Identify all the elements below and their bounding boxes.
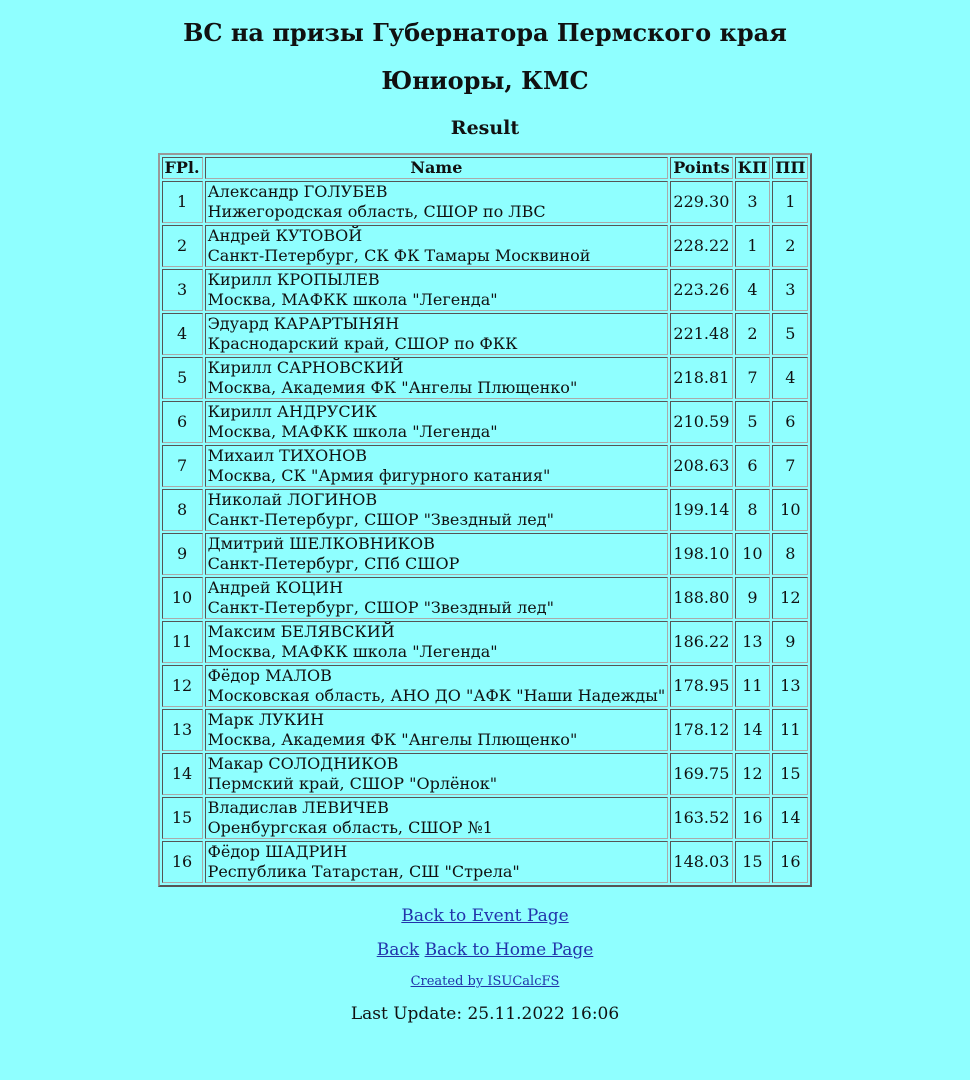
skater-name: Андрей КУТОВОЙ — [207, 226, 363, 245]
cell-kp: 11 — [735, 665, 771, 707]
cell-kp: 8 — [735, 489, 771, 531]
cell-pp: 7 — [772, 445, 808, 487]
cell-pp: 2 — [772, 225, 808, 267]
cell-name — [205, 621, 669, 663]
cell-points: 188.80 — [670, 577, 732, 619]
table-row — [162, 841, 809, 883]
cell-name — [205, 753, 669, 795]
cell-kp: 7 — [735, 357, 771, 399]
table-row — [162, 665, 809, 707]
cell-kp: 6 — [735, 445, 771, 487]
cell-fpl: 3 — [162, 269, 203, 311]
table-row — [162, 445, 809, 487]
cell-kp: 12 — [735, 753, 771, 795]
back-link[interactable]: Back — [376, 940, 420, 960]
table-row — [162, 533, 809, 575]
cell-kp: 5 — [735, 401, 771, 443]
cell-fpl: 10 — [162, 577, 203, 619]
skater-name: Александр ГОЛУБЕВ — [207, 182, 388, 201]
cell-pp: 1 — [772, 181, 808, 223]
last-update: Last Update: 25.11.2022 16:06 — [350, 1004, 620, 1024]
cell-pp: 8 — [772, 533, 808, 575]
skater-name: Дмитрий ШЕЛКОВНИКОВ — [207, 534, 435, 553]
table-row — [162, 489, 809, 531]
skater-club: Москва, Академия ФК "Ангелы Плющенко" — [207, 378, 578, 397]
skater-name: Фёдор МАЛОВ — [207, 666, 332, 685]
cell-name — [205, 269, 669, 311]
table-row — [162, 621, 809, 663]
table-row — [162, 709, 809, 751]
cell-name — [205, 797, 669, 839]
skater-club: Пермский край, СШОР "Орлёнок" — [207, 774, 498, 793]
header-kp: КП — [735, 157, 771, 179]
cell-fpl: 11 — [162, 621, 203, 663]
cell-points: 169.75 — [670, 753, 732, 795]
cell-pp: 12 — [772, 577, 808, 619]
back-to-home-link[interactable]: Back to Home Page — [424, 940, 594, 960]
cell-pp: 14 — [772, 797, 808, 839]
cell-name — [205, 225, 669, 267]
cell-fpl: 8 — [162, 489, 203, 531]
cell-pp: 4 — [772, 357, 808, 399]
cell-points: 198.10 — [670, 533, 732, 575]
cell-name — [205, 841, 669, 883]
cell-fpl: 13 — [162, 709, 203, 751]
cell-kp: 3 — [735, 181, 771, 223]
cell-points: 199.14 — [670, 489, 732, 531]
cell-name — [205, 577, 669, 619]
cell-kp: 16 — [735, 797, 771, 839]
back-to-event-link[interactable]: Back to Event Page — [401, 906, 569, 926]
event-link-row — [0, 905, 970, 927]
cell-fpl: 2 — [162, 225, 203, 267]
cell-fpl: 15 — [162, 797, 203, 839]
skater-club: Санкт-Петербург, СК ФК Тамары Москвиной — [207, 246, 591, 265]
section-title: Result — [450, 117, 520, 139]
skater-name: Кирилл САРНОВСКИЙ — [207, 358, 404, 377]
category-title: Юниоры, КМС — [381, 66, 589, 95]
cell-points: 148.03 — [670, 841, 732, 883]
cell-points: 228.22 — [670, 225, 732, 267]
skater-club: Санкт-Петербург, СШОР "Звездный лед" — [207, 510, 554, 529]
cell-points: 178.95 — [670, 665, 732, 707]
skater-club: Санкт-Петербург, СПб СШОР — [207, 554, 460, 573]
skater-club: Нижегородская область, СШОР по ЛВС — [207, 202, 546, 221]
cell-name — [205, 181, 669, 223]
cell-name — [205, 445, 669, 487]
skater-name: Николай ЛОГИНОВ — [207, 490, 378, 509]
skater-club: Оренбургская область, СШОР №1 — [207, 818, 493, 837]
cell-pp: 16 — [772, 841, 808, 883]
cell-pp: 13 — [772, 665, 808, 707]
cell-pp: 15 — [772, 753, 808, 795]
cell-pp: 3 — [772, 269, 808, 311]
skater-club: Республика Татарстан, СШ "Стрела" — [207, 862, 520, 881]
cell-points: 186.22 — [670, 621, 732, 663]
header-points: Points — [670, 157, 732, 179]
cell-fpl: 5 — [162, 357, 203, 399]
home-link-row — [0, 939, 970, 961]
skater-club: Москва, МАФКК школа "Легенда" — [207, 642, 498, 661]
skater-name: Фёдор ШАДРИН — [207, 842, 348, 861]
cell-points: 223.26 — [670, 269, 732, 311]
cell-points: 218.81 — [670, 357, 732, 399]
created-by-row — [0, 973, 970, 991]
cell-name — [205, 533, 669, 575]
skater-name: Марк ЛУКИН — [207, 710, 325, 729]
cell-points: 163.52 — [670, 797, 732, 839]
cell-kp: 15 — [735, 841, 771, 883]
cell-pp: 9 — [772, 621, 808, 663]
cell-fpl: 1 — [162, 181, 203, 223]
cell-pp: 11 — [772, 709, 808, 751]
skater-club: Краснодарский край, СШОР по ФКК — [207, 334, 518, 353]
header-fpl: FPl. — [162, 157, 203, 179]
skater-club: Санкт-Петербург, СШОР "Звездный лед" — [207, 598, 554, 617]
cell-fpl: 4 — [162, 313, 203, 355]
skater-name: Эдуард КАРАРТЫНЯН — [207, 314, 400, 333]
cell-kp: 10 — [735, 533, 771, 575]
cell-points: 221.48 — [670, 313, 732, 355]
table-row — [162, 401, 809, 443]
cell-pp: 5 — [772, 313, 808, 355]
skater-name: Владислав ЛЕВИЧЕВ — [207, 798, 389, 817]
table-row — [162, 225, 809, 267]
skater-name: Михаил ТИХОНОВ — [207, 446, 368, 465]
cell-kp: 13 — [735, 621, 771, 663]
skater-club: Москва, МАФКК школа "Легенда" — [207, 422, 498, 441]
created-by-link[interactable]: Created by ISUCalcFS — [410, 974, 560, 989]
skater-name: Андрей КОЦИН — [207, 578, 344, 597]
cell-kp: 4 — [735, 269, 771, 311]
cell-fpl: 12 — [162, 665, 203, 707]
cell-fpl: 14 — [162, 753, 203, 795]
cell-kp: 1 — [735, 225, 771, 267]
cell-kp: 9 — [735, 577, 771, 619]
skater-name: Макар СОЛОДНИКОВ — [207, 754, 399, 773]
skater-name: Кирилл КРОПЫЛЕВ — [207, 270, 380, 289]
table-row — [162, 797, 809, 839]
results-body — [162, 181, 809, 883]
table-row — [162, 357, 809, 399]
cell-name — [205, 489, 669, 531]
skater-name: Максим БЕЛЯВСКИЙ — [207, 622, 395, 641]
cell-fpl: 16 — [162, 841, 203, 883]
table-row — [162, 577, 809, 619]
cell-name — [205, 709, 669, 751]
cell-pp: 6 — [772, 401, 808, 443]
table-row — [162, 313, 809, 355]
cell-kp: 2 — [735, 313, 771, 355]
cell-fpl: 9 — [162, 533, 203, 575]
header-name: Name — [205, 157, 669, 179]
cell-name — [205, 357, 669, 399]
cell-name — [205, 401, 669, 443]
results-table — [158, 153, 813, 887]
cell-pp: 10 — [772, 489, 808, 531]
cell-fpl: 6 — [162, 401, 203, 443]
table-row — [162, 181, 809, 223]
cell-kp: 14 — [735, 709, 771, 751]
skater-club: Москва, МАФКК школа "Легенда" — [207, 290, 498, 309]
skater-name: Кирилл АНДРУСИК — [207, 402, 377, 421]
skater-club: Москва, СК "Армия фигурного катания" — [207, 466, 551, 485]
cell-points: 178.12 — [670, 709, 732, 751]
table-header-row — [162, 157, 809, 179]
table-row — [162, 753, 809, 795]
skater-club: Москва, Академия ФК "Ангелы Плющенко" — [207, 730, 578, 749]
cell-name — [205, 665, 669, 707]
skater-club: Московская область, АНО ДО "АФК "Наши Надежды" — [207, 686, 666, 705]
cell-points: 229.30 — [670, 181, 732, 223]
header-pp: ПП — [772, 157, 808, 179]
cell-name — [205, 313, 669, 355]
table-row — [162, 269, 809, 311]
cell-fpl: 7 — [162, 445, 203, 487]
event-title: ВС на призы Губернатора Пермского края — [183, 18, 787, 47]
cell-points: 210.59 — [670, 401, 732, 443]
cell-points: 208.63 — [670, 445, 732, 487]
